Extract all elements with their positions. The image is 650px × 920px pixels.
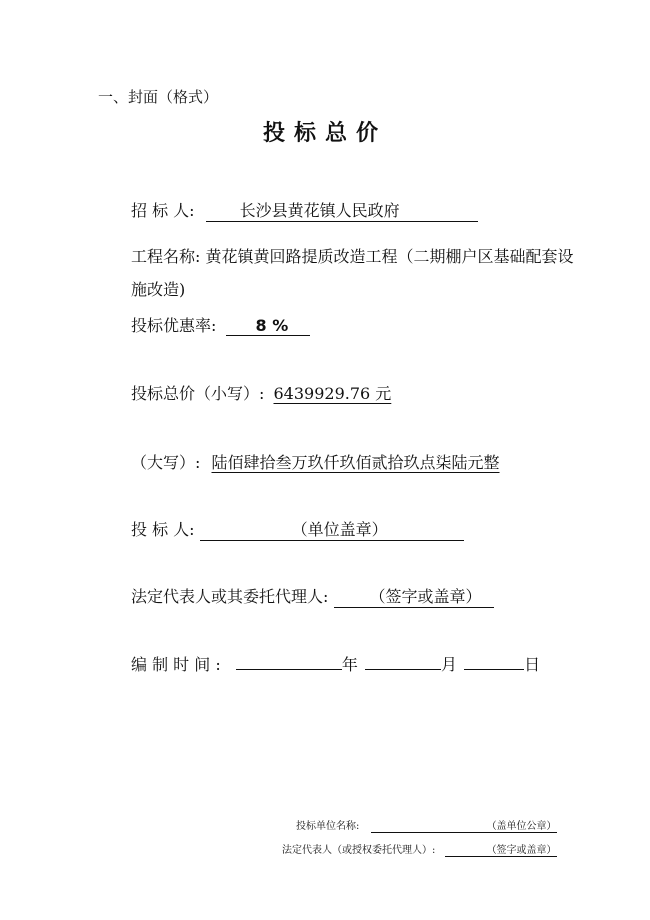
- bidder-row: [131, 517, 464, 541]
- footer-rep-row: [282, 841, 557, 857]
- total-large-row: [131, 450, 516, 473]
- document-title: 投标总价: [262, 121, 387, 146]
- project-name-row: [131, 244, 574, 267]
- total-large-label: （大写）:: [131, 453, 201, 472]
- discount-rate-label: 投标优惠率:: [131, 316, 217, 335]
- footer-unit-field: （盖单位公章）: [371, 817, 557, 833]
- section-heading: 一、封面（格式）: [98, 88, 219, 106]
- legal-rep-label: 法定代表人或其委托代理人:: [131, 587, 329, 606]
- day-field: [464, 668, 524, 670]
- month-field: [365, 668, 441, 670]
- bidder-label: 投 标 人:: [131, 520, 195, 539]
- footer-unit-row: [296, 817, 557, 833]
- year-label: 年: [341, 655, 358, 674]
- footer-unit-label: 投标单位名称:: [296, 821, 360, 832]
- footer-rep-field: （签字或盖章）: [445, 841, 557, 857]
- legal-rep-sign-field: （签字或盖章）: [334, 584, 494, 608]
- bidder-seal-field: （单位盖章）: [200, 517, 464, 541]
- tenderer-label: 招 标 人:: [131, 201, 195, 220]
- total-large-value: 陆佰肆拾叁万玖仟玖佰贰拾玖点柒陆元整: [211, 453, 500, 472]
- project-name-value: 黄花镇黄回路提质改造工程（二期棚户区基础配套设: [205, 247, 574, 266]
- project-name-label: 工程名称:: [131, 247, 201, 266]
- tenderer-value: 长沙县黄花镇人民政府: [206, 198, 478, 222]
- compile-time-label: 编 制 时 间 :: [131, 655, 221, 674]
- total-small-label: 投标总价（小写）:: [131, 384, 265, 403]
- discount-rate-value: 8 %: [226, 316, 310, 336]
- discount-rate-row: [131, 313, 310, 336]
- month-label: 月: [440, 655, 457, 674]
- legal-rep-row: [131, 584, 494, 608]
- project-name-value-cont: 施改造): [131, 280, 186, 299]
- tenderer-row: [131, 198, 478, 222]
- total-small-value: 6439929.76 元: [273, 384, 392, 403]
- total-small-row: [131, 381, 391, 404]
- footer-rep-label: 法定代表人（或授权委托代理人）:: [282, 845, 436, 856]
- year-field: [236, 668, 342, 670]
- compile-time-row: [131, 652, 540, 675]
- day-label: 日: [524, 655, 541, 674]
